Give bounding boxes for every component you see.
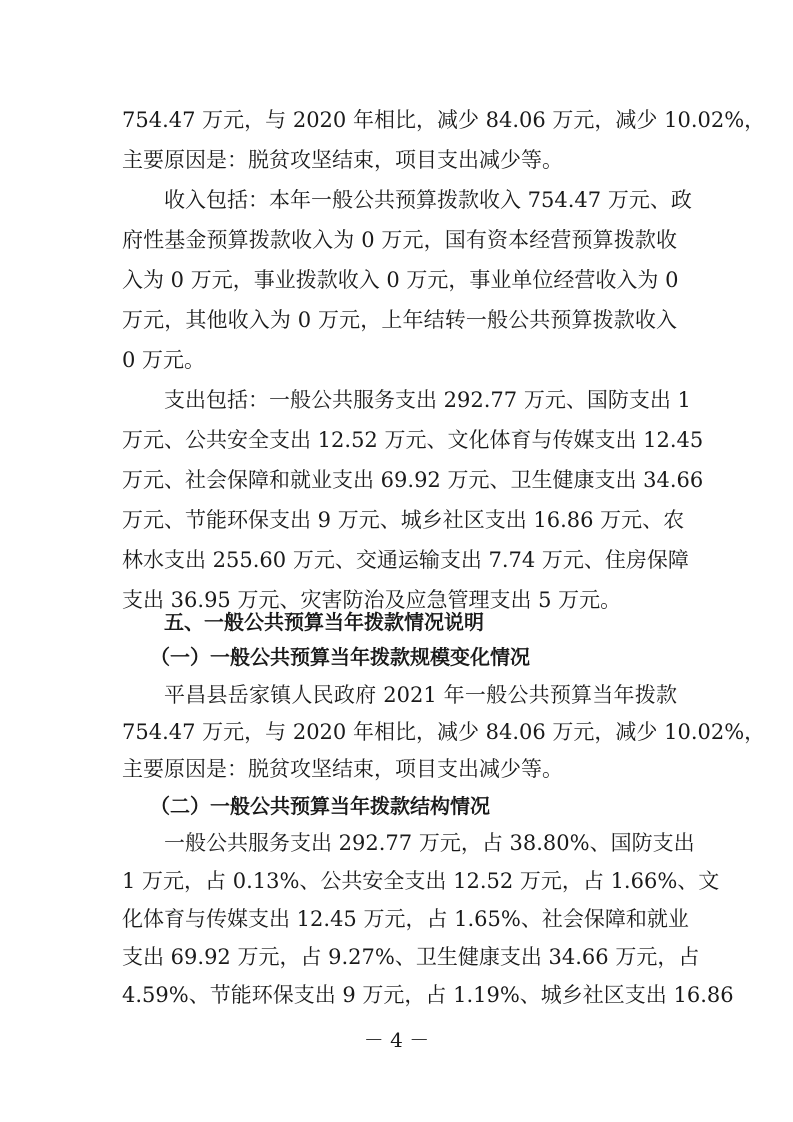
text-line: 万元、公共安全支出 12.52 万元、文化体育与传媒支出 12.45 (122, 428, 704, 452)
text-line: 林水支出 255.60 万元、交通运输支出 7.74 万元、住房保障 (122, 548, 689, 572)
text-line: 支出包括：一般公共服务支出 292.77 万元、国防支出 1 (164, 388, 691, 412)
text-line: 4.59%、节能环保支出 9 万元，占 1.19%、城乡社区支出 16.86 (122, 983, 734, 1007)
text-line: 万元、节能环保支出 9 万元、城乡社区支出 16.86 万元、农 (122, 508, 685, 532)
subsection-heading: （二）一般公共预算当年拨款结构情况 (150, 794, 490, 818)
text-line: 0 万元。 (122, 348, 206, 372)
text-line: 入为 0 万元，事业拨款收入 0 万元，事业单位经营收入为 0 (122, 268, 679, 292)
text-line: 府性基金预算拨款收入为 0 万元，国有资本经营预算拨款收 (122, 228, 677, 252)
text-line: 支出 36.95 万元、灾害防治及应急管理支出 5 万元。 (122, 588, 622, 612)
text-line: 754.47 万元，与 2020 年相比，减少 84.06 万元，减少 10.02%， (122, 720, 766, 744)
section-heading: 五、一般公共预算当年拨款情况说明 (164, 610, 484, 634)
subsection-heading: （一）一般公共预算当年拨款规模变化情况 (150, 645, 530, 669)
text-line: 平昌县岳家镇人民政府 2021 年一般公共预算当年拨款 (164, 683, 677, 707)
text-line: 万元、社会保障和就业支出 69.92 万元、卫生健康支出 34.66 (122, 468, 704, 492)
text-line: 万元，其他收入为 0 万元，上年结转一般公共预算拨款收入 (122, 308, 677, 332)
page-number: － 4 － (363, 1028, 430, 1052)
text-line: 一般公共服务支出 292.77 万元，占 38.80%、国防支出 (164, 831, 695, 855)
text-line: 主要原因是：脱贫攻坚结束，项目支出减少等。 (122, 148, 563, 172)
text-line: 1 万元，占 0.13%、公共安全支出 12.52 万元，占 1.66%、文 (122, 869, 720, 893)
text-line: 主要原因是：脱贫攻坚结束，项目支出减少等。 (122, 757, 563, 781)
text-line: 化体育与传媒支出 12.45 万元，占 1.65%、社会保障和就业 (122, 907, 689, 931)
text-line: 收入包括：本年一般公共预算拨款收入 754.47 万元、政 (164, 188, 692, 212)
text-line: 754.47 万元，与 2020 年相比，减少 84.06 万元，减少 10.02%， (122, 108, 766, 132)
text-line: 支出 69.92 万元，占 9.27%、卫生健康支出 34.66 万元，占 (122, 945, 700, 969)
